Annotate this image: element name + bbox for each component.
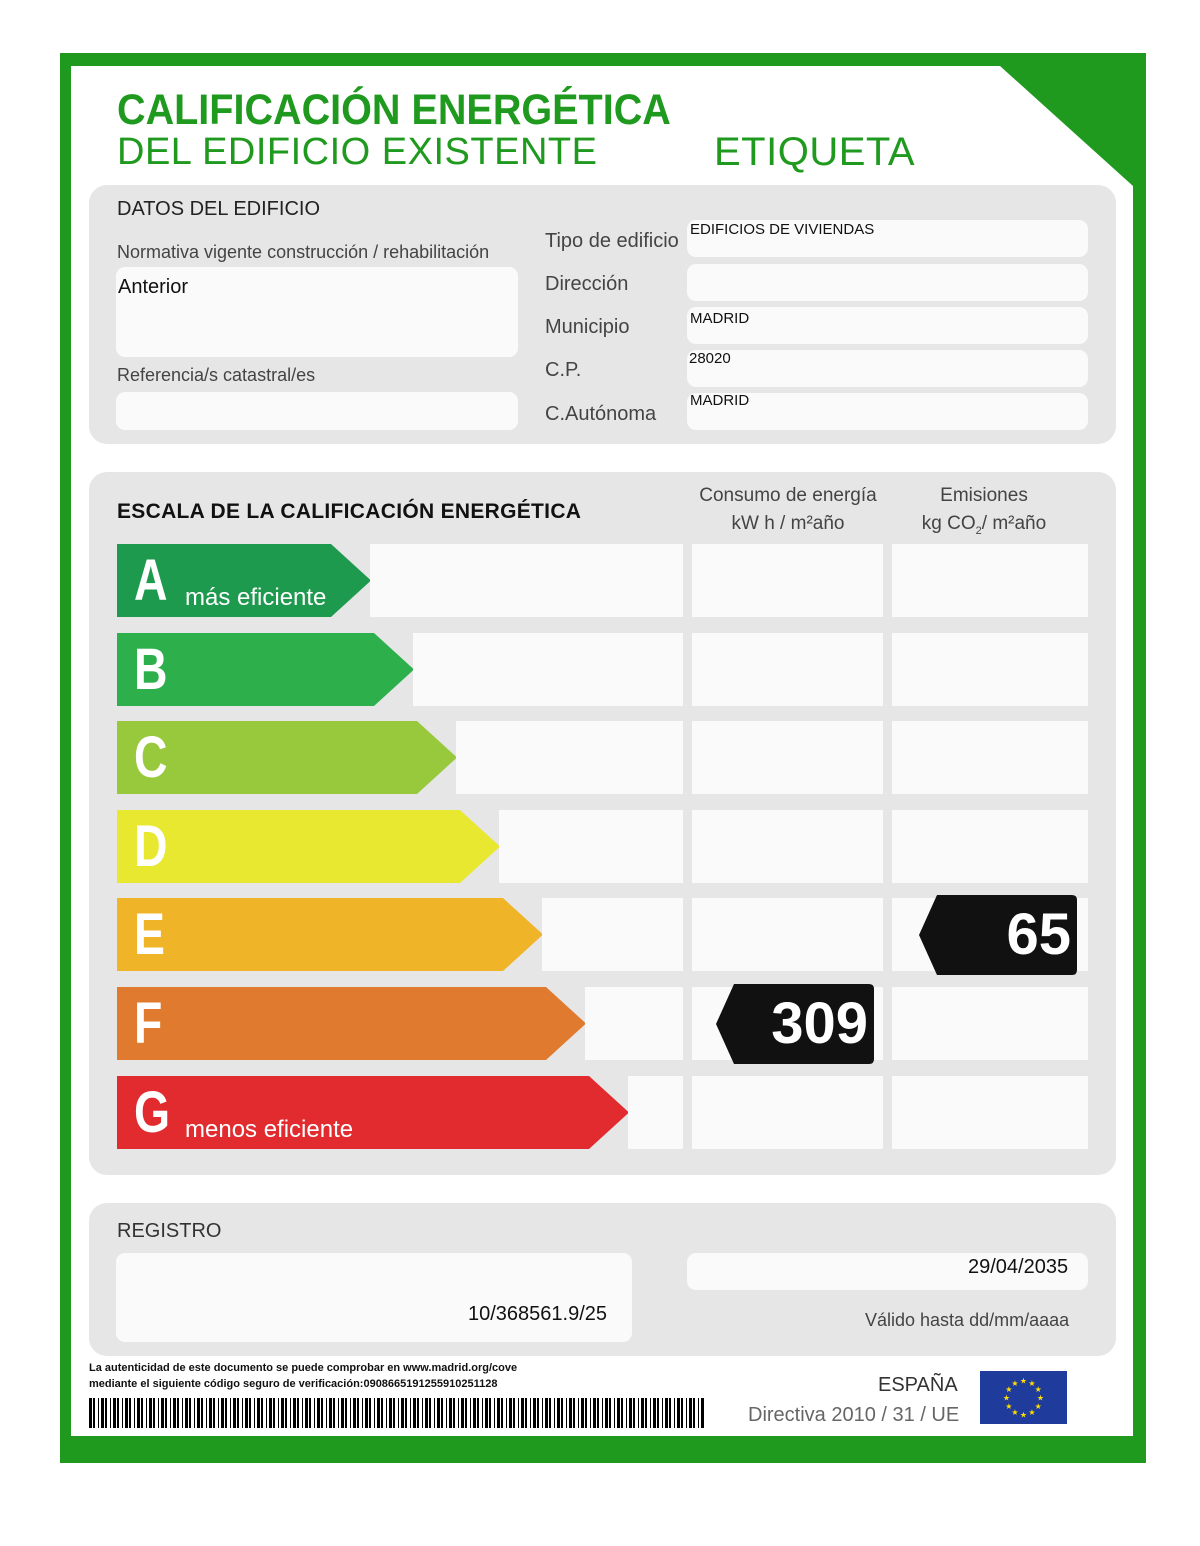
normativa-label: Normativa vigente construcción / rehabilitación	[117, 242, 490, 262]
barcode-bar	[497, 1398, 500, 1428]
direccion-label: Dirección	[545, 273, 629, 295]
registro-numero-field	[116, 1253, 632, 1342]
class-letter-g: G	[134, 1080, 171, 1145]
class-sub-g: menos eficiente	[185, 1116, 354, 1143]
barcode-bar	[530, 1398, 531, 1428]
barcode-bar	[477, 1398, 479, 1428]
barcode-bar	[278, 1398, 279, 1428]
barcode-bar	[410, 1398, 411, 1428]
emisiones-cell-d	[892, 810, 1088, 883]
barcode-bar	[333, 1398, 335, 1428]
eu-star: ★	[1002, 1393, 1011, 1403]
class-letter-e: E	[134, 902, 165, 967]
barcode-bar	[689, 1398, 692, 1428]
datos-section-title: DATOS DEL EDIFICIO	[117, 198, 320, 220]
barcode-bar	[189, 1398, 191, 1428]
barcode-bar	[281, 1398, 284, 1428]
municipio-value: MADRID	[690, 310, 750, 327]
barcode-bar	[362, 1398, 363, 1428]
corner-fold	[1000, 66, 1133, 186]
direccion-field	[687, 264, 1088, 301]
barcode-bar	[165, 1398, 167, 1428]
barcode-bar	[662, 1398, 663, 1428]
class-sub-a: más eficiente	[185, 584, 327, 611]
class-letter-c: C	[134, 725, 168, 790]
barcode-bar	[341, 1398, 344, 1428]
barcode-bar	[105, 1398, 107, 1428]
barcode-bar	[458, 1398, 459, 1428]
barcode-bar	[557, 1398, 560, 1428]
class-arrow-f	[117, 987, 586, 1060]
barcode-bar	[441, 1398, 443, 1428]
barcode-bar	[446, 1398, 447, 1428]
consumo-cell-d	[692, 810, 883, 883]
barcode-bar	[89, 1398, 92, 1428]
barcode-bar	[566, 1398, 567, 1428]
barcode-bar	[665, 1398, 668, 1428]
barcode-bar	[525, 1398, 527, 1428]
barcode-bar	[482, 1398, 483, 1428]
barcode-bar	[669, 1398, 671, 1428]
barcode-bar	[389, 1398, 392, 1428]
class-row-bg-c	[456, 721, 683, 794]
barcode-bar	[681, 1398, 683, 1428]
barcode-bar	[569, 1398, 572, 1428]
barcode-bar	[125, 1398, 128, 1428]
barcode-bar	[633, 1398, 635, 1428]
barcode-bar	[309, 1398, 311, 1428]
barcode-bar	[593, 1398, 596, 1428]
barcode-bar	[578, 1398, 579, 1428]
barcode-bar	[533, 1398, 536, 1428]
barcode-bar	[641, 1398, 644, 1428]
barcode-bar	[509, 1398, 512, 1428]
barcode-bar	[698, 1398, 699, 1428]
class-row-bg-d	[499, 810, 683, 883]
consumo-value: 309	[771, 991, 868, 1056]
barcode-bar	[110, 1398, 111, 1428]
cp-field	[687, 350, 1088, 387]
barcode-bar	[561, 1398, 563, 1428]
barcode-bar	[293, 1398, 296, 1428]
barcode-bar	[653, 1398, 656, 1428]
barcode-bar	[173, 1398, 176, 1428]
barcode-bar	[581, 1398, 584, 1428]
barcode-bar	[137, 1398, 140, 1428]
barcode-bar	[357, 1398, 359, 1428]
barcode-bar	[677, 1398, 680, 1428]
consumo-cell-a	[692, 544, 883, 617]
eu-star: ★	[1011, 1408, 1019, 1418]
barcode-bar	[377, 1398, 380, 1428]
barcode-bar	[405, 1398, 407, 1428]
eu-star: ★	[1034, 1385, 1042, 1394]
barcode-bar	[674, 1398, 675, 1428]
barcode-bar	[605, 1398, 608, 1428]
barcode-bar	[146, 1398, 147, 1428]
consumo-cell-g	[692, 1076, 883, 1149]
barcode-bar	[386, 1398, 387, 1428]
barcode-bar	[617, 1398, 620, 1428]
barcode-bar	[429, 1398, 431, 1428]
emisiones-cell-c	[892, 721, 1088, 794]
emisiones-header	[890, 482, 1078, 545]
eu-flag-icon	[980, 1371, 1067, 1424]
cp-value: 28020	[689, 350, 731, 367]
consumo-header-line1: Consumo de energía	[699, 485, 877, 506]
barcode-bar	[369, 1398, 371, 1428]
barcode-bar	[305, 1398, 308, 1428]
barcode-bar	[338, 1398, 339, 1428]
consumo-header-line2: kW h / m²año	[731, 513, 845, 534]
barcode-bar	[422, 1398, 423, 1428]
barcode-bar	[269, 1398, 272, 1428]
barcode-bar	[153, 1398, 155, 1428]
registro-section-title: REGISTRO	[117, 1220, 222, 1242]
barcode-bar	[638, 1398, 639, 1428]
emisiones-value: 65	[1006, 902, 1071, 967]
cp-label: C.P.	[545, 359, 582, 381]
barcode-bar	[573, 1398, 575, 1428]
barcode-bar	[453, 1398, 455, 1428]
barcode-bar	[629, 1398, 632, 1428]
barcode-bar	[206, 1398, 207, 1428]
registro-numero: 10/368561.9/25	[468, 1303, 608, 1325]
barcode-bar	[413, 1398, 416, 1428]
class-row-bg-g	[628, 1076, 683, 1149]
barcode-bar	[401, 1398, 404, 1428]
class-letter-f: F	[134, 991, 163, 1056]
escala-section-title: ESCALA DE LA CALIFICACIÓN ENERGÉTICA	[117, 500, 582, 523]
barcode-bar	[465, 1398, 467, 1428]
barcode-bar	[290, 1398, 291, 1428]
barcode-bar	[489, 1398, 491, 1428]
consumo-cell-b	[692, 633, 883, 706]
emisiones-unit-prefix: kg CO	[921, 513, 976, 534]
class-row-bg-a	[370, 544, 683, 617]
barcode-bar	[98, 1398, 99, 1428]
barcode-bar	[350, 1398, 351, 1428]
barcode-bar	[597, 1398, 599, 1428]
barcode-bar	[326, 1398, 327, 1428]
etiqueta-label: ETIQUETA	[714, 130, 916, 174]
barcode-bar	[425, 1398, 428, 1428]
autonoma-label: C.Autónoma	[545, 403, 657, 425]
barcode-bar	[609, 1398, 611, 1428]
barcode-bar	[221, 1398, 224, 1428]
barcode-bar	[449, 1398, 452, 1428]
barcode-bar	[149, 1398, 152, 1428]
barcode-bar	[93, 1398, 95, 1428]
barcode-bar	[170, 1398, 171, 1428]
barcode-bar	[381, 1398, 383, 1428]
eu-star: ★	[1005, 1385, 1013, 1394]
barcode-bar	[461, 1398, 464, 1428]
barcode-bar	[266, 1398, 267, 1428]
pais-label: ESPAÑA	[878, 1374, 958, 1396]
tipo-value: EDIFICIOS DE VIVIENDAS	[690, 221, 875, 238]
class-letter-a: A	[134, 548, 168, 613]
barcode-bar	[213, 1398, 215, 1428]
emisiones-header-line1: Emisiones	[940, 485, 1028, 506]
class-row-bg-f	[585, 987, 683, 1060]
barcode-bar	[302, 1398, 303, 1428]
barcode-bar	[230, 1398, 231, 1428]
normativa-value: Anterior	[118, 276, 189, 298]
eu-star: ★	[1028, 1378, 1036, 1388]
barcode	[89, 1398, 705, 1428]
barcode-bar	[434, 1398, 435, 1428]
barcode-bar	[585, 1398, 587, 1428]
eu-star: ★	[1034, 1402, 1042, 1411]
barcode-bar	[501, 1398, 503, 1428]
barcode-bar	[177, 1398, 179, 1428]
barcode-bar	[470, 1398, 471, 1428]
barcode-bar	[621, 1398, 623, 1428]
barcode-bar	[245, 1398, 248, 1428]
barcode-bar	[317, 1398, 320, 1428]
eu-star: ★	[1019, 1410, 1028, 1420]
registro-fecha-label: Válido hasta dd/mm/aaaa	[865, 1310, 1070, 1330]
barcode-bar	[218, 1398, 219, 1428]
barcode-bar	[117, 1398, 119, 1428]
barcode-bar	[545, 1398, 548, 1428]
consumo-cell-e	[692, 898, 883, 971]
barcode-bar	[542, 1398, 543, 1428]
barcode-bar	[365, 1398, 368, 1428]
class-row-bg-e	[542, 898, 683, 971]
barcode-bar	[393, 1398, 395, 1428]
emisiones-unit-suffix: / m²año	[981, 513, 1047, 534]
barcode-bar	[197, 1398, 200, 1428]
barcode-bar	[113, 1398, 116, 1428]
barcode-bar	[134, 1398, 135, 1428]
barcode-bar	[185, 1398, 188, 1428]
eu-star: ★	[1011, 1378, 1019, 1388]
barcode-bar	[285, 1398, 287, 1428]
tipo-label: Tipo de edificio	[545, 230, 679, 252]
barcode-bar	[201, 1398, 203, 1428]
barcode-bar	[650, 1398, 651, 1428]
barcode-bar	[518, 1398, 519, 1428]
barcode-bar	[161, 1398, 164, 1428]
barcode-bar	[345, 1398, 347, 1428]
barcode-bar	[626, 1398, 627, 1428]
barcode-bar	[321, 1398, 323, 1428]
barcode-bar	[602, 1398, 603, 1428]
footer-line-2: mediante el siguiente código seguro de verificación:0908665191255910251128	[89, 1378, 498, 1390]
barcode-bar	[254, 1398, 255, 1428]
barcode-bar	[242, 1398, 243, 1428]
barcode-bar	[693, 1398, 695, 1428]
barcode-bar	[701, 1398, 704, 1428]
barcode-bar	[614, 1398, 615, 1428]
barcode-bar	[485, 1398, 488, 1428]
barcode-bar	[297, 1398, 299, 1428]
barcode-bar	[417, 1398, 419, 1428]
barcode-bar	[141, 1398, 143, 1428]
consumo-cell-c	[692, 721, 883, 794]
barcode-bar	[473, 1398, 476, 1428]
class-letter-b: B	[134, 637, 168, 702]
referencia-label: Referencia/s catastral/es	[117, 365, 316, 385]
barcode-bar	[513, 1398, 515, 1428]
title-line-1: CALIFICACIÓN ENERGÉTICA	[117, 86, 671, 134]
class-arrow-e	[117, 898, 543, 971]
barcode-bar	[374, 1398, 375, 1428]
class-letter-d: D	[134, 814, 168, 879]
barcode-bar	[686, 1398, 687, 1428]
class-arrow-c	[117, 721, 457, 794]
referencia-field	[116, 392, 518, 430]
barcode-bar	[645, 1398, 647, 1428]
emisiones-cell-b	[892, 633, 1088, 706]
barcode-bar	[657, 1398, 659, 1428]
barcode-bar	[273, 1398, 275, 1428]
barcode-bar	[122, 1398, 123, 1428]
barcode-bar	[194, 1398, 195, 1428]
emisiones-cell-g	[892, 1076, 1088, 1149]
barcode-bar	[209, 1398, 212, 1428]
consumo-header	[690, 482, 886, 538]
barcode-bar	[237, 1398, 239, 1428]
class-arrow-d	[117, 810, 500, 883]
barcode-bar	[314, 1398, 315, 1428]
directiva-label: Directiva 2010 / 31 / UE	[748, 1404, 960, 1426]
barcode-bar	[537, 1398, 539, 1428]
barcode-bar	[257, 1398, 260, 1428]
barcode-bar	[101, 1398, 104, 1428]
eu-star: ★	[1005, 1402, 1013, 1411]
barcode-bar	[182, 1398, 183, 1428]
municipio-label: Municipio	[545, 316, 630, 338]
eu-star: ★	[1028, 1408, 1036, 1418]
barcode-bar	[590, 1398, 591, 1428]
autonoma-value: MADRID	[690, 392, 750, 409]
emisiones-cell-f	[892, 987, 1088, 1060]
barcode-bar	[129, 1398, 131, 1428]
barcode-bar	[398, 1398, 399, 1428]
barcode-bar	[437, 1398, 440, 1428]
barcode-bar	[329, 1398, 332, 1428]
barcode-bar	[158, 1398, 159, 1428]
emisiones-cell-a	[892, 544, 1088, 617]
barcode-bar	[549, 1398, 551, 1428]
barcode-bar	[261, 1398, 263, 1428]
eu-star: ★	[1036, 1393, 1045, 1403]
barcode-bar	[353, 1398, 356, 1428]
barcode-bar	[554, 1398, 555, 1428]
emisiones-unit-sub: 2	[975, 524, 982, 537]
emisiones-header-line2	[890, 510, 1078, 545]
barcode-bar	[506, 1398, 507, 1428]
class-row-bg-b	[413, 633, 683, 706]
barcode-bar	[225, 1398, 227, 1428]
title-line-2: DEL EDIFICIO EXISTENTE	[117, 131, 598, 173]
eu-star: ★	[1019, 1376, 1028, 1386]
registro-fecha: 29/04/2035	[968, 1256, 1069, 1278]
barcode-bar	[233, 1398, 236, 1428]
barcode-bar	[521, 1398, 524, 1428]
barcode-bar	[494, 1398, 495, 1428]
footer-line-1: La autenticidad de este documento se puede comprobar en www.madrid.org/cove	[89, 1362, 518, 1374]
barcode-bar	[249, 1398, 251, 1428]
